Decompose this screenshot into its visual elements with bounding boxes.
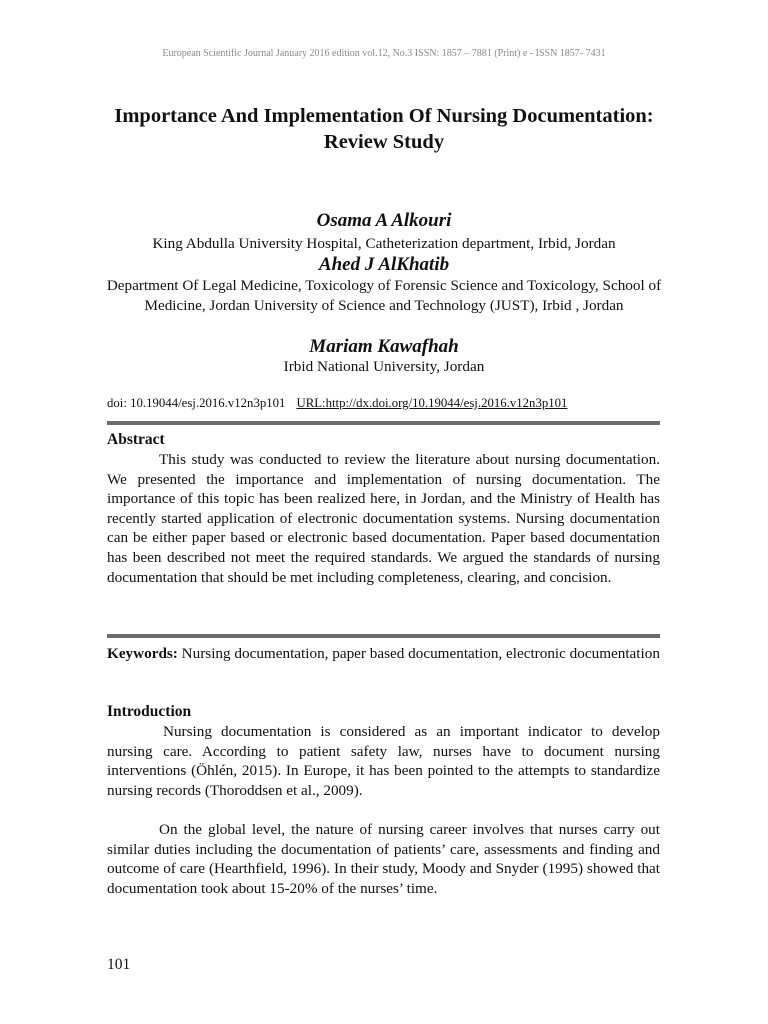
divider-rule — [107, 634, 660, 638]
doi-text: doi: 10.19044/esj.2016.v12n3p101 — [107, 396, 286, 410]
abstract-text: This study was conducted to review the literature about nursing documentation. We presented the importance and implementation of nursing documentation. The importance of this topic has been realized here, in Jordan, and the Ministry of Health has recently started application of electronic documentation systems. Nursing documentation can be either paper based or electronic based documentation. Paper based documentation has been described not meet the required standards. We argued the standards of nursing documentation that should be met including completeness, clearing, and concision. — [107, 451, 660, 586]
keywords-text: Nursing documentation, paper based documentation, electronic documentation — [181, 645, 660, 662]
doi-url-link[interactable]: URL:http://dx.doi.org/10.19044/esj.2016.v12n3p101 — [296, 396, 568, 410]
author-name: Osama A Alkouri — [316, 210, 452, 231]
divider-rule — [107, 421, 660, 425]
keywords-label: Keywords: — [107, 645, 178, 662]
running-header: European Scientific Journal January 2016 edition vol.12, No.3 ISSN: 1857 – 7881 (Print) e - ISSN 1857- 7431 — [162, 48, 606, 59]
paper-title: Importance And Implementation Of Nursing Documentation: Review Study — [114, 105, 654, 153]
abstract-heading: Abstract — [107, 431, 165, 448]
introduction-paragraph: On the global level, the nature of nursing career involves that nurses carry out similar duties including the documentation of patients’ care, assessments and finding and outcome of care (Hearthfield, 1996). In their study, Moody and Snyder (1995) showed that documentation took about 15-20% of the nurses’ time. — [107, 821, 660, 897]
introduction-paragraph: Nursing documentation is considered as an important indicator to develop nursing care. According to patient safety law, nurses have to document nursing interventions (Öhlén, 2015). In Europe, it has been pointed to the attempts to standardize nursing records (Thoroddsen et al., 2009). — [107, 723, 660, 799]
author-affiliation: King Abdulla University Hospital, Catheterization department, Irbid, Jordan — [152, 235, 616, 252]
keywords — [107, 644, 660, 664]
author-affiliation: Irbid National University, Jordan — [283, 358, 485, 375]
author-name: Ahed J AlKhatib — [318, 254, 450, 275]
introduction-heading: Introduction — [107, 703, 192, 720]
doi-line — [107, 394, 667, 412]
author-name: Mariam Kawafhah — [309, 336, 459, 357]
author-affiliation: Department Of Legal Medicine, Toxicology of Forensic Science and Toxicology, School of Medicine, Jordan University of Science and Technology (JUST), Irbid , Jordan — [106, 277, 662, 314]
page-number: 101 — [107, 956, 131, 973]
